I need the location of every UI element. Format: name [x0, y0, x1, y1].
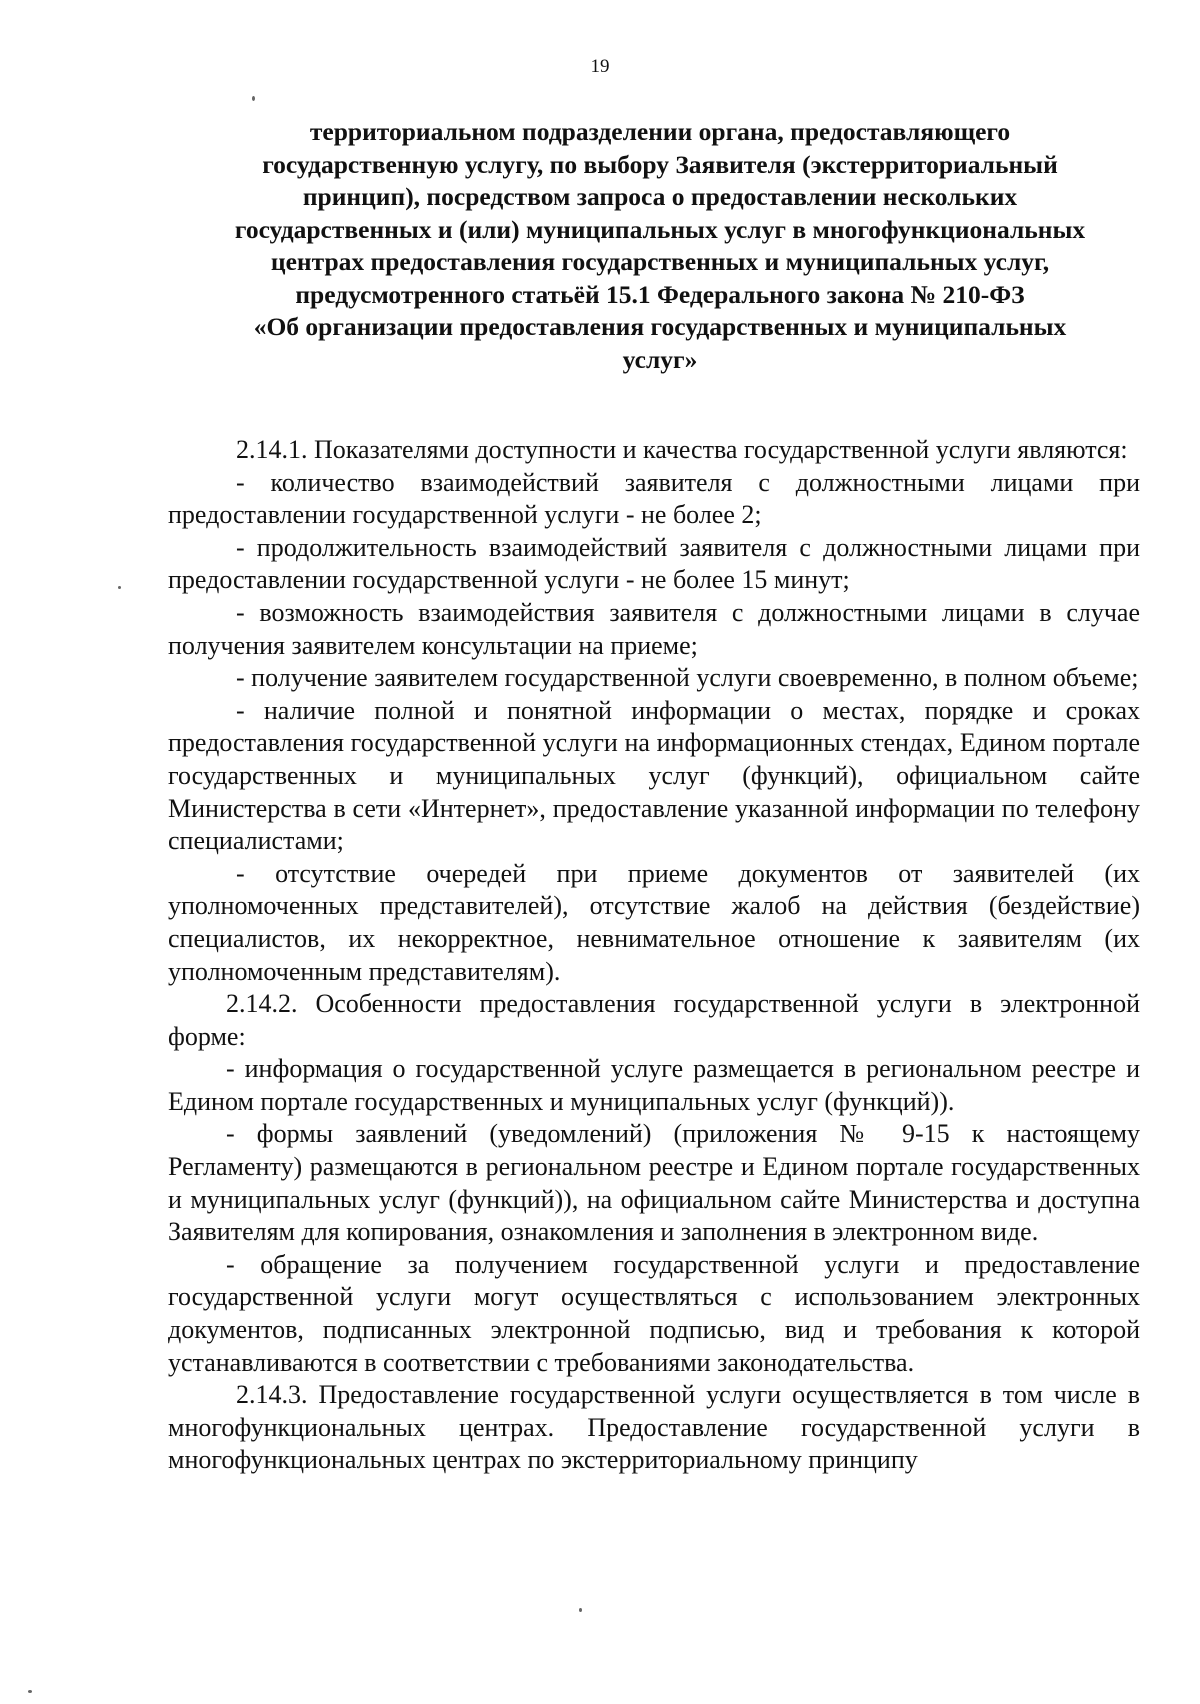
- heading-line: центрах предоставления государственных и муниципальных услуг,: [270, 247, 1050, 276]
- heading-line: принцип), посредством запроса о предоставлении нескольких: [302, 182, 1018, 211]
- list-item: - возможность взаимодействия заявителя с должностными лицами в случае получения заявителем консультации на приеме;: [168, 597, 1140, 660]
- paragraph-2-14-2: 2.14.2. Особенности предоставления государственной услуги в электронной форме:: [168, 989, 1140, 1051]
- paragraph-2-14-1: 2.14.1. Показателями доступности и качества государственной услуги являются:: [236, 435, 1128, 464]
- heading-line: предусмотренного статьёй 15.1 Федерального закона № 210-ФЗ: [295, 279, 1025, 309]
- heading-line: «Об организации предоставления государственных и муниципальных: [253, 312, 1067, 341]
- scan-speck: [579, 1608, 582, 1612]
- heading-line: территориальном подразделении органа, предоставляющего: [309, 117, 1011, 146]
- page-number: 19: [590, 56, 610, 77]
- list-item: - получение заявителем государственной услуги своевременно, в полном объеме;: [236, 663, 1139, 693]
- list-item: - формы заявлений (уведомлений) (приложения № 9-15 к настоящему Регламенту) размещаются в региональном реестре и Едином портале государственных и муниципальных услуг (функций)), на официальном сайте Министерства и доступна Заявителям для копирования, ознакомления и заполнения в электронном виде.: [168, 1119, 1140, 1247]
- list-item: - продолжительность взаимодействий заявителя с должностными лицами при предоставлении государственной услуги - не более 15 минут;: [168, 532, 1140, 595]
- heading-line: услуг»: [622, 344, 698, 374]
- body-text: [168, 434, 1140, 1477]
- scan-speck: [28, 1690, 32, 1693]
- heading-line: государственных и (или) муниципальных услуг в многофункциональных: [234, 214, 1086, 244]
- scan-speck: [252, 96, 255, 101]
- scan-speck: [118, 586, 121, 589]
- list-item: - количество взаимодействий заявителя с должностными лицами при предоставлении государственной услуги - не более 2;: [168, 467, 1140, 530]
- section-heading: [160, 116, 1160, 376]
- list-item: - обращение за получением государственной услуги и предоставление государственной услуги могут осуществляться с использованием электронных документов, подписанных электронной подписью, вид и требования к которой устанавливаются в соответствии с требованиями законодательства.: [168, 1249, 1140, 1377]
- paragraph-2-14-3: 2.14.3. Предоставление государственной услуги осуществляется в том числе в многофункциональных центрах. Предоставление государственной услуги в многофункциональных центрах по экстерриториальному принципу: [168, 1380, 1140, 1475]
- list-item: - отсутствие очередей при приеме документов от заявителей (их уполномоченных представителей), отсутствие жалоб на действия (бездействие) специалистов, их некорректное, невнимательное отношение к заявителям (их уполномоченным представителям).: [168, 858, 1140, 986]
- list-item: - наличие полной и понятной информации о местах, порядке и сроках предоставления государственной услуги на информационных стендах, Едином портале государственных и муниципальных услуг (функций), официальном сайте Министерства в сети «Интернет», предоставление указанной информации по телефону специалистами;: [168, 695, 1140, 856]
- heading-line: государственную услугу, по выбору Заявителя (экстерриториальный: [262, 149, 1058, 179]
- list-item: - информация о государственной услуге размещается в региональном реестре и Едином портале государственных и муниципальных услуг (функций)).: [168, 1054, 1140, 1116]
